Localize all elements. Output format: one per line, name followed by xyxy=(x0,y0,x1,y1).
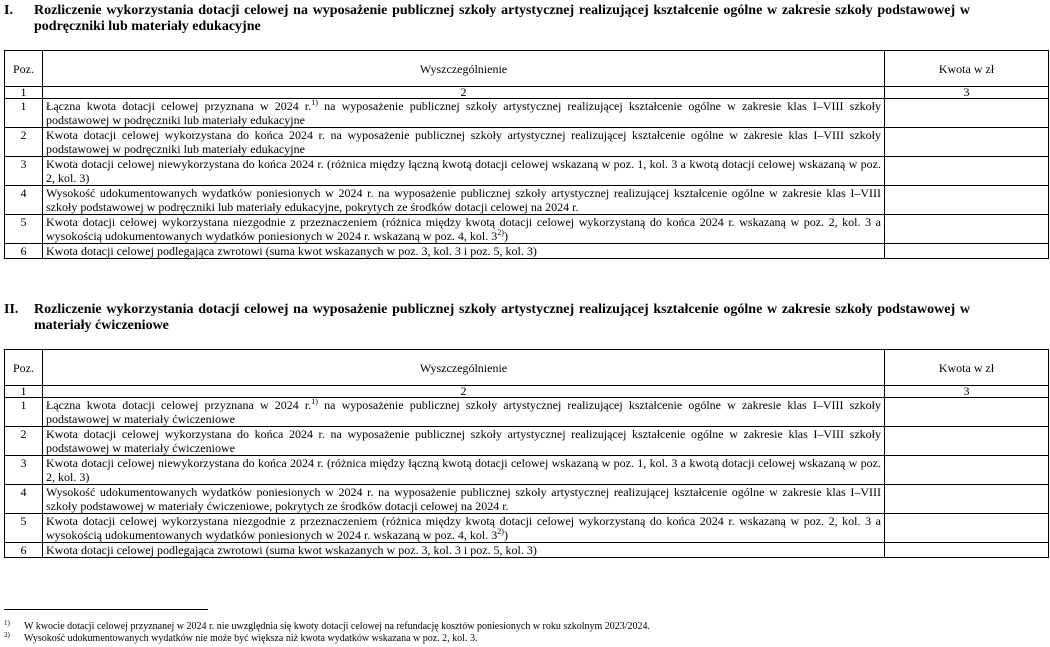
row-poz: 6 xyxy=(5,244,43,259)
row-description: Kwota dotacji celowej niewykorzystana do końca 2024 r. (różnica między łączną kwotą dotacji celowej wskazaną w poz. 1, kol. 3 a kwotą dotacji celowej wskazaną w poz. 2, kol. 3) xyxy=(43,157,885,186)
footnote-text: W kwocie dotacji celowej przyznanej w 2024 r. nie uwzględnia się kwoty dotacji celowej na refundację kosztów poniesionych w roku szkolnym 2023/2024. xyxy=(24,621,651,632)
table-row xyxy=(5,485,1049,514)
header-description: Wyszczególnienie xyxy=(43,350,885,386)
column-numbers-row xyxy=(5,87,1049,99)
amount-cell[interactable] xyxy=(885,99,1049,128)
row-description: Wysokość udokumentowanych wydatków poniesionych w 2024 r. na wyposażenie publicznej szkoły artystycznej realizującej kształcenie ogólne w zakresie klas I–VIII szkoły podstawowej w materiały ćwiczeniowe, pokrytych ze środków dotacji celowej na 2024 r. xyxy=(43,485,885,514)
table-header-row xyxy=(5,350,1049,386)
footnote-text: Wysokość udokumentowanych wydatków nie może być większa niż kwota wydatków wskazana w poz. 2, kol. 3. xyxy=(24,633,478,644)
row-poz: 5 xyxy=(5,514,43,543)
column-number: 1 xyxy=(5,87,43,99)
footnote-ref: 2) xyxy=(497,527,504,536)
section-number: I. xyxy=(4,3,13,18)
footnote-mark: 2) xyxy=(4,631,10,639)
table-row xyxy=(5,215,1049,244)
amount-cell[interactable] xyxy=(885,514,1049,543)
row-poz: 1 xyxy=(5,398,43,427)
header-description: Wyszczególnienie xyxy=(43,51,885,87)
row-description: Łączna kwota dotacji celowej przyznana w 2024 r.$^{1)}$ na wyposażenie publicznej szkoły artystycznej realizującej kształcenie ogólne w zakresie klas I–VIII szkoły podstawowej w materiały ćwiczeniowe xyxy=(43,398,885,427)
table-row xyxy=(5,514,1049,543)
row-description: Wysokość udokumentowanych wydatków poniesionych w 2024 r. na wyposażenie publicznej szkoły artystycznej realizującej kształcenie ogólne w zakresie klas I–VIII szkoły podstawowej w podręczniki lub materiały edukacyjne, pokrytych ze środków dotacji celowej na 2024 r. xyxy=(43,186,885,215)
column-number: 2 xyxy=(43,386,885,398)
column-number: 3 xyxy=(885,386,1049,398)
amount-cell[interactable] xyxy=(885,543,1049,558)
table-row xyxy=(5,398,1049,427)
amount-cell[interactable] xyxy=(885,456,1049,485)
footnote-mark: 1) xyxy=(4,619,10,627)
row-description: Kwota dotacji celowej podlegająca zwrotowi (suma kwot wskazanych w poz. 3, kol. 3 i poz. 5, kol. 3) xyxy=(43,244,885,259)
row-poz: 1 xyxy=(5,99,43,128)
row-description: Kwota dotacji celowej niewykorzystana do końca 2024 r. (różnica między łączną kwotą dotacji celowej wskazaną w poz. 1, kol. 3 a kwotą dotacji celowej wskazaną w poz. 2, kol. 3) xyxy=(43,456,885,485)
amount-cell[interactable] xyxy=(885,215,1049,244)
header-amount: Kwota w zł xyxy=(885,350,1049,386)
table-row xyxy=(5,128,1049,157)
row-description: Kwota dotacji celowej wykorzystana do końca 2024 r. na wyposażenie publicznej szkoły artystycznej realizującej kształcenie ogólne w zakresie klas I–VIII szkoły podstawowej w podręczniki lub materiały edukacyjne xyxy=(43,128,885,157)
header-amount: Kwota w zł xyxy=(885,51,1049,87)
row-poz: 2 xyxy=(5,128,43,157)
column-numbers-row xyxy=(5,386,1049,398)
footnote-divider xyxy=(4,609,208,610)
row-poz: 4 xyxy=(5,485,43,514)
column-number: 1 xyxy=(5,386,43,398)
footnote-ref: 1) xyxy=(311,98,318,107)
row-poz: 5 xyxy=(5,215,43,244)
row-description: Kwota dotacji celowej wykorzystana do końca 2024 r. na wyposażenie publicznej szkoły artystycznej realizującej kształcenie ogólne w zakresie klas I–VIII szkoły podstawowej w materiały ćwiczeniowe xyxy=(43,427,885,456)
row-description: Kwota dotacji celowej wykorzystana niezgodnie z przeznaczeniem (różnica między kwotą dotacji celowej wykorzystaną do końca 2024 r. wskazaną w poz. 2, kol. 3 a wysokością udokumentowanych wydatków poniesionych w 2024 r. wskazaną w poz. 4, kol. 3$^{2)}$) xyxy=(43,514,885,543)
column-number: 3 xyxy=(885,87,1049,99)
row-poz: 3 xyxy=(5,456,43,485)
amount-cell[interactable] xyxy=(885,244,1049,259)
header-poz: Poz. xyxy=(5,350,43,386)
row-poz: 2 xyxy=(5,427,43,456)
table-row xyxy=(5,157,1049,186)
section-2-table xyxy=(4,349,1049,558)
table-row xyxy=(5,543,1049,558)
section-title: Rozliczenie wykorzystania dotacji celowej na wyposażenie publicznej szkoły artystycznej realizującej kształcenie ogólne w zakresie szkoły podstawowej w podręczniki lub materiały edukacyjne xyxy=(34,3,970,34)
row-poz: 3 xyxy=(5,157,43,186)
table-header-row xyxy=(5,51,1049,87)
amount-cell[interactable] xyxy=(885,157,1049,186)
section-1-table xyxy=(4,50,1049,259)
header-poz: Poz. xyxy=(5,51,43,87)
table-row xyxy=(5,456,1049,485)
row-description: Łączna kwota dotacji celowej przyznana w 2024 r.$^{1)}$ na wyposażenie publicznej szkoły artystycznej realizującej kształcenie ogólne w zakresie klas I–VIII szkoły podstawowej w podręczniki lub materiały edukacyjne xyxy=(43,99,885,128)
section-title: Rozliczenie wykorzystania dotacji celowej na wyposażenie publicznej szkoły artystycznej realizującej kształcenie ogólne w zakresie szkoły podstawowej w materiały ćwiczeniowe xyxy=(34,302,970,333)
table-row xyxy=(5,99,1049,128)
footnote-ref: 1) xyxy=(311,397,318,406)
amount-cell[interactable] xyxy=(885,427,1049,456)
amount-cell[interactable] xyxy=(885,485,1049,514)
footnote-ref: 2) xyxy=(497,228,504,237)
section-number: II. xyxy=(4,302,19,317)
table-row xyxy=(5,427,1049,456)
table-row xyxy=(5,186,1049,215)
table-row xyxy=(5,244,1049,259)
row-poz: 6 xyxy=(5,543,43,558)
row-description: Kwota dotacji celowej podlegająca zwrotowi (suma kwot wskazanych w poz. 3, kol. 3 i poz. 5, kol. 3) xyxy=(43,543,885,558)
amount-cell[interactable] xyxy=(885,186,1049,215)
amount-cell[interactable] xyxy=(885,128,1049,157)
amount-cell[interactable] xyxy=(885,398,1049,427)
row-poz: 4 xyxy=(5,186,43,215)
column-number: 2 xyxy=(43,87,885,99)
row-description: Kwota dotacji celowej wykorzystana niezgodnie z przeznaczeniem (różnica między kwotą dotacji celowej wykorzystaną do końca 2024 r. wskazaną w poz. 2, kol. 3 a wysokością udokumentowanych wydatków poniesionych w 2024 r. wskazaną w poz. 4, kol. 3$^{2)}$) xyxy=(43,215,885,244)
